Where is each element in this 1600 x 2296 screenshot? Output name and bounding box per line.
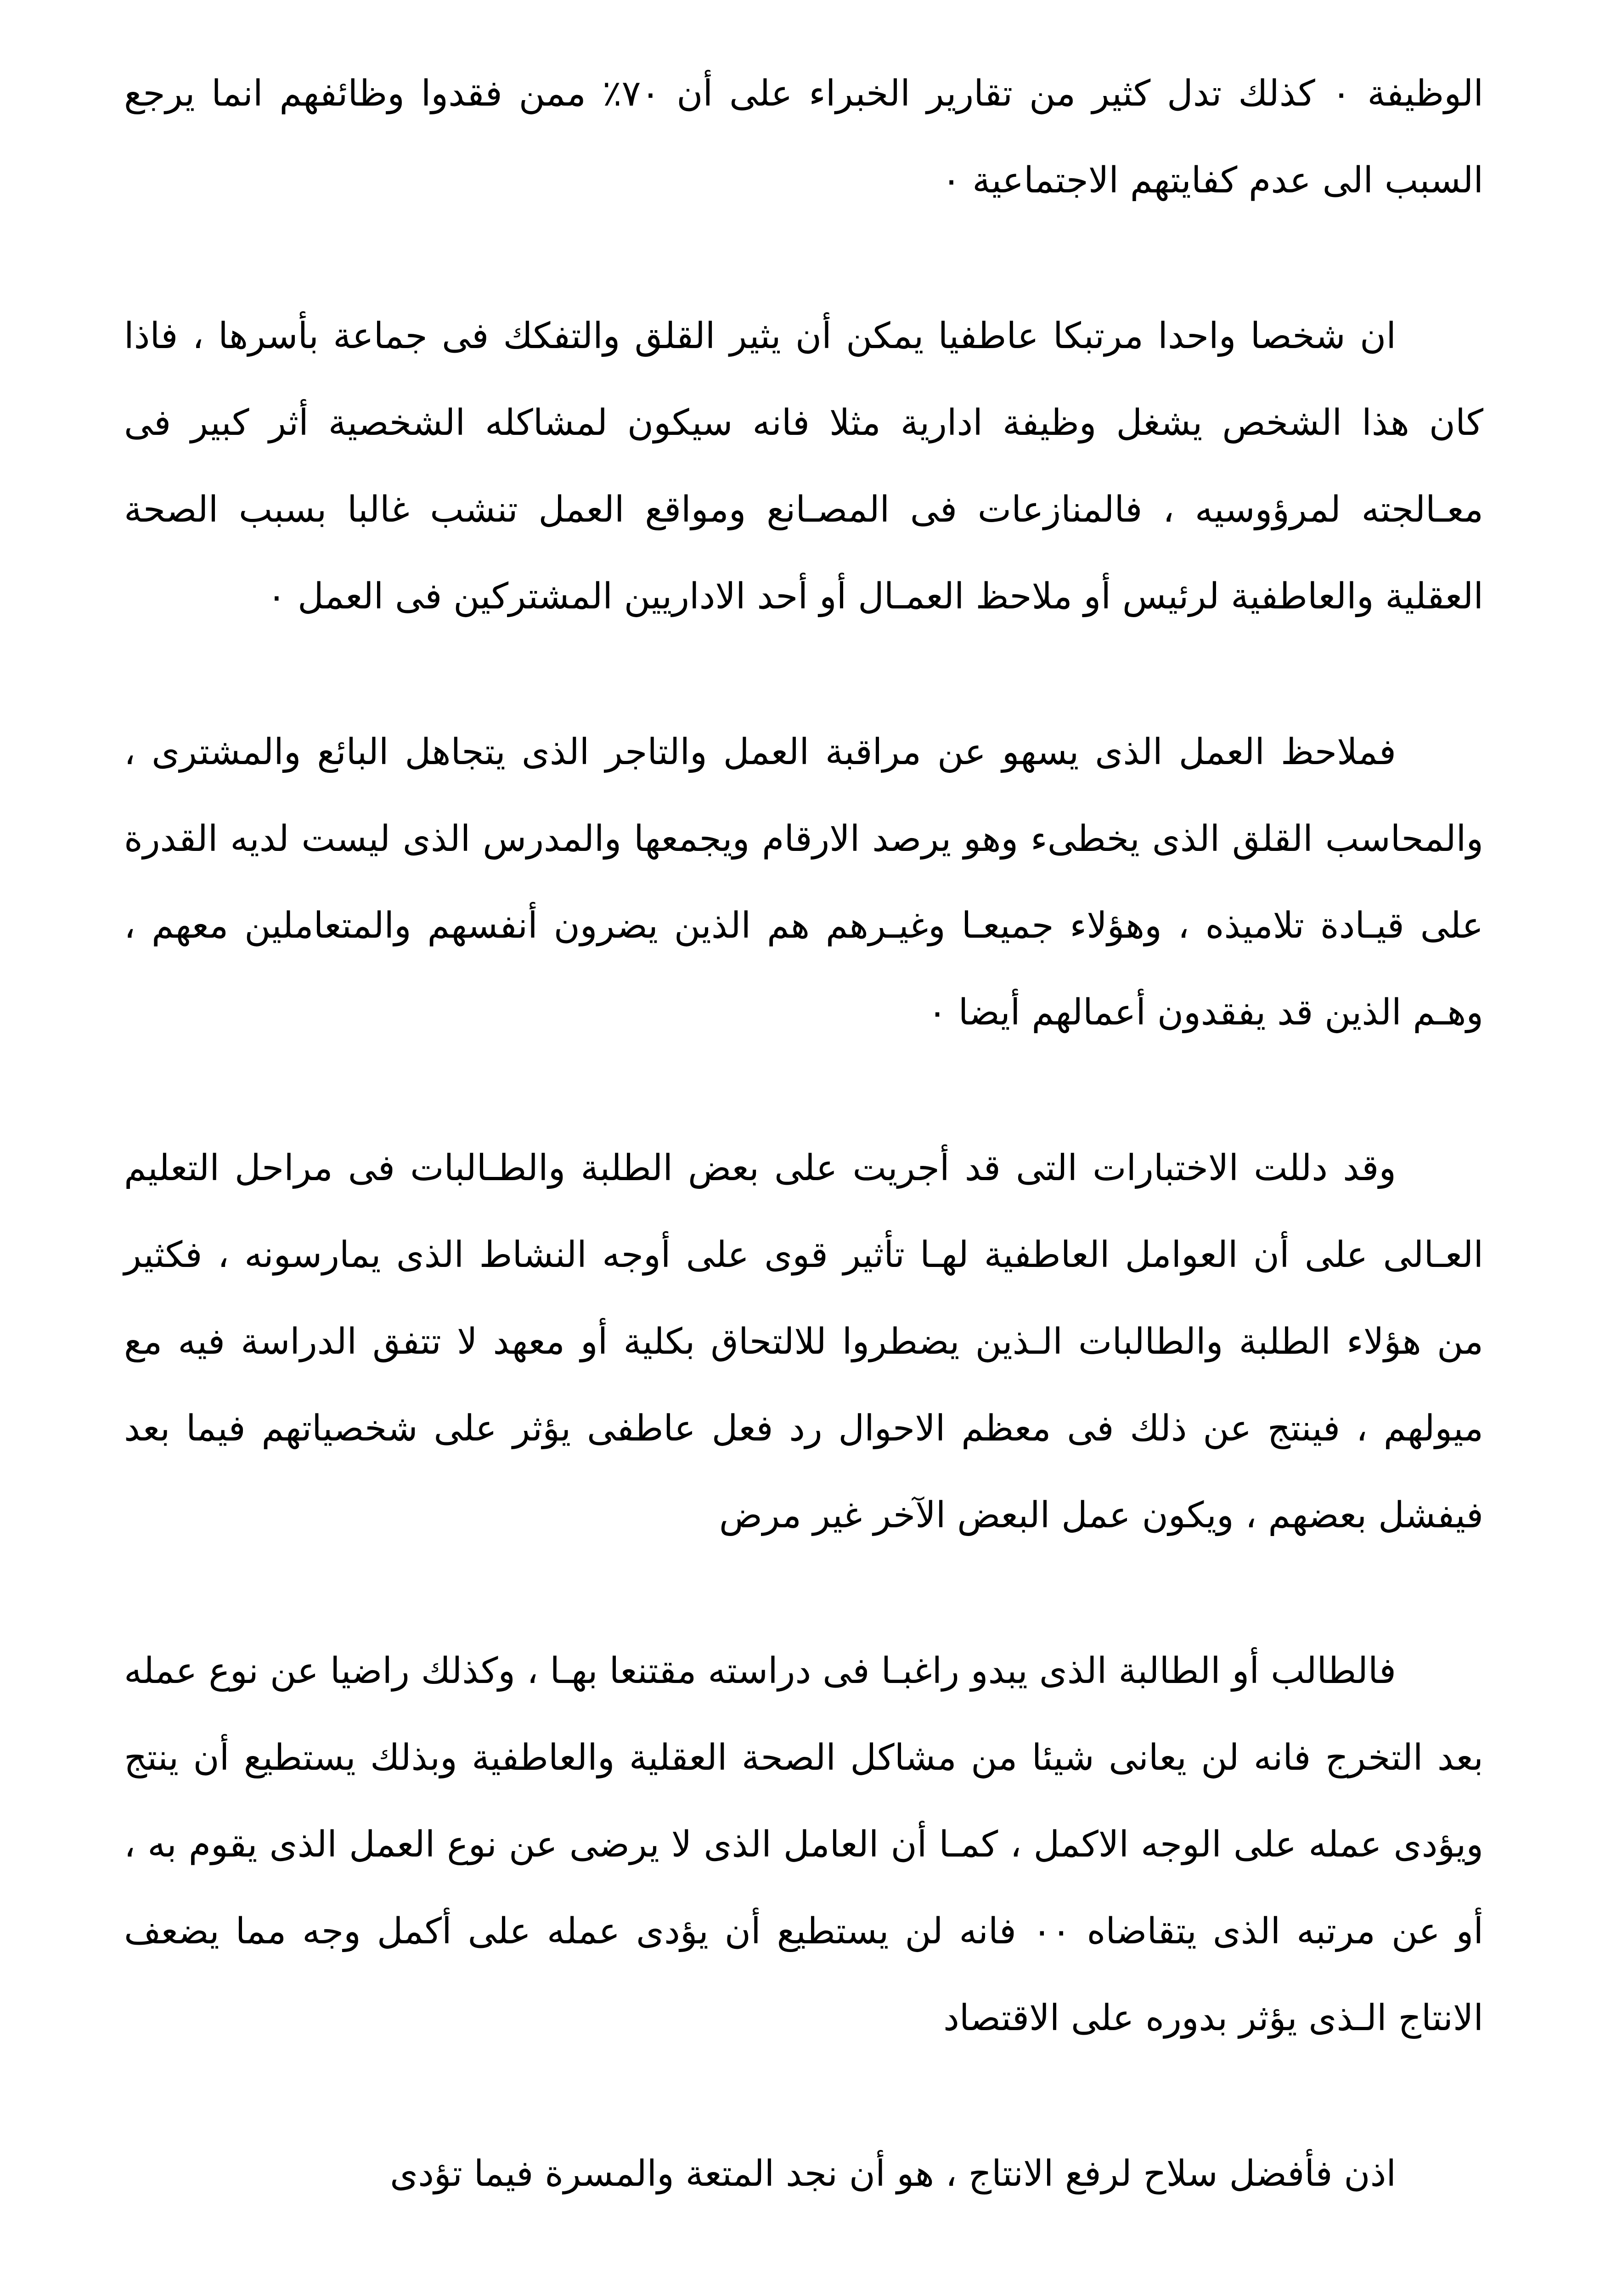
paragraph-3: فملاحظ العمل الذى يسهو عن مراقبة العمل والتاجر الذى يتجاهل البائع والمشترى ، والمحاسب القلق الذى يخطىء وهو يرصد الارقام ويجمعها والمدرس الذى ليست لديه القدرة على قيـادة تلاميذه ، وهؤلاء جميعـا وغيـرهم هم الذين يضرون أنفسهم والمتعاملين معهم ، وهـم الذين قد يفقدون أعمالهم أيضا ٠ xyxy=(124,732,1483,1033)
paragraph-5: فالطالب أو الطالبة الذى يبدو راغبـا فى دراسته مقتنعا بهـا ، وكذلك راضيا عن نوع عمله بعد التخرج فانه لن يعانى شيئا من مشاكل الصحة العقلية والعاطفية وبذلك يستطيع أن ينتج ويؤدى عمله على الوجه الاكمل ، كمـا أن العامل الذى لا يرضى عن نوع العمل الذى يقوم به ، أو عن مرتبه الذى يتقاضاه ٠٠ فانه لن يستطيع أن يؤدى عمله على أكمل وجه مما يضعف الانتاج الـذى يؤثر بدوره على الاقتصاد xyxy=(124,1650,1484,2039)
paragraph-1: الوظيفة ٠ كذلك تدل كثير من تقارير الخبراء على أن ٧٠٪ ممن فقدوا وظائفهم انما يرجع السبب الى عدم كفايتهم الاجتماعية ٠ xyxy=(124,73,1483,201)
body-text xyxy=(124,51,1483,2286)
paragraph-6: اذن فأفضل سلاح لرفع الانتاج ، هو أن نجد المتعة والمسرة فيما تؤدى xyxy=(390,2153,1396,2195)
paragraph-4: وقد دللت الاختبارات التى قد أجريت على بعض الطلبة والطـالبات فى مراحل التعليم العـالى على أن العوامل العاطفية لهـا تأثير قوى على أوجه النشاط الذى يمارسونه ، فكثير من هؤلاء الطلبة والطالبات الـذين يضطروا للالتحاق بكلية أو معهد لا تتفق الدراسة فيه مع ميولهم ، فينتج عن ذلك فى معظم الاحوال رد فعل عاطفى يؤثر على شخصياتهم فيما بعد فيفشل بعضهم ، ويكون عمل البعض الآخر غير مرض xyxy=(124,1148,1483,1536)
paragraph-2: ان شخصا واحدا مرتبكا عاطفيا يمكن أن يثير القلق والتفكك فى جماعة بأسرها ، فاذا كان هذا الشخص يشغل وظيفة ادارية مثلا فانه سيكون لمشاكله الشخصية أثر كبير فى معـالجته لمرؤوسيه ، فالمنازعات فى المصـانع ومواقع العمل تنشب غالبا بسبب الصحة العقلية والعاطفية لرئيس أو ملاحظ العمـال أو أحد الاداريين المشتركين فى العمل ٠ xyxy=(124,315,1483,617)
